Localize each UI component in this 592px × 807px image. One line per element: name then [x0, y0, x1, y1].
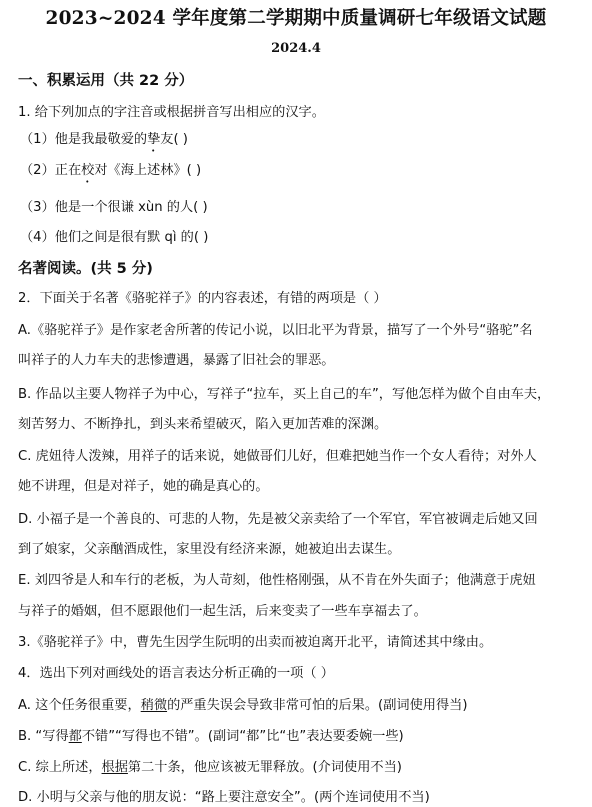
option-b-line-1: B. 作品以主要人物祥子为中心，写祥子“拉车，买上自己的车”，写他怎样为做个自由车夫， [18, 387, 551, 402]
option-a-line-1: A.《骆驼祥子》是作家老舍所著的传记小说，以旧北平为背景，描写了一个外号“骆驼”名 [18, 323, 533, 338]
dotted-character: 挚 [147, 132, 161, 147]
question-3: 3.《骆驼祥子》中，曹先生因学生阮明的出卖而被迫离开北平，请简述其中缘由。 [18, 635, 493, 650]
option-text: 的严重失误会导致非常可怕的后果。(副词使用得当) [167, 698, 468, 713]
option-text: D. 小明与父亲与他的朋友说：“路上要注意安全”。(两个连词使用不当) [18, 790, 430, 805]
dotted-character: 校 [81, 163, 95, 178]
question-4-option-b [18, 728, 404, 746]
question-4-option-c [18, 759, 402, 777]
section-heading-accumulation: 一、积累运用（共 22 分） [18, 73, 194, 89]
option-c-line-2: 她不讲理，但是对祥子，她的确是真心的。 [18, 479, 269, 494]
question-1-item-1 [20, 131, 188, 155]
question-2-stem: 2．下面关于名著《骆驼祥子》的内容表述，有错的两项是（ ） [18, 291, 387, 306]
option-text: A. 这个任务很重要， [18, 698, 141, 713]
option-text: 第二十条，他应该被无罪释放。(介词使用不当) [127, 760, 402, 775]
question-4-stem: 4．选出下列对画线处的语言表达分析正确的一项（ ） [18, 666, 334, 681]
item-text: （2）正在 [20, 163, 82, 178]
answer-blank: 友( ) [160, 132, 188, 147]
option-text: B. “写得 [18, 729, 69, 744]
item-text: （4）他们之间是很有默 qì 的( ) [20, 230, 209, 245]
option-e-line-1: E. 刘四爷是人和车行的老板，为人苛刻，他性格刚强，从不肯在外失面子；他满意于虎妞 [18, 573, 536, 588]
question-4-option-d [18, 789, 430, 807]
option-d-line-1: D. 小福子是一个善良的、可悲的人物，先是被父亲卖给了一个军官，军官被调走后她又回 [18, 512, 538, 527]
item-text: （3）他是一个很谦 xùn 的人( ) [20, 200, 208, 215]
question-1-item-2 [20, 162, 201, 186]
option-text: 不错”“写得也不错”。(副词“都”比“也”表达要委婉一些) [81, 729, 404, 744]
question-1-item-4 [20, 229, 208, 247]
question-4-option-a [18, 697, 467, 715]
answer-blank: 对《海上述林》( ) [94, 163, 202, 178]
question-1-item-3 [20, 199, 208, 217]
option-e-line-2: 与祥子的婚姻，但不愿跟他们一起生活，后来变卖了一些车享福去了。 [18, 604, 427, 619]
underlined-word: 根据 [101, 760, 128, 775]
option-b-line-2: 刻苦努力、不断挣扎，到头来希望破灭，陷入更加苦难的深渊。 [18, 417, 388, 432]
option-d-line-2: 到了娘家，父亲酗酒成性，家里没有经济来源，她被迫出去谋生。 [18, 542, 401, 557]
option-text: C. 综上所述， [18, 760, 102, 775]
section-heading-classics: 名著阅读。(共 5 分) [18, 261, 153, 277]
exam-date: 2024.4 [271, 41, 321, 56]
question-1-stem: 1. 给下列加点的字注音或根据拼音写出相应的汉字。 [18, 105, 325, 120]
exam-title: 2023~2024 学年度第二学期期中质量调研七年级语文试题 [45, 8, 547, 29]
item-text: （1）他是我最敬爱的 [20, 132, 148, 147]
option-c-line-1: C. 虎妞待人泼辣，用祥子的话来说，她做哥们儿好，但难把她当作一个女人看待；对外人 [18, 449, 537, 464]
underlined-word: 都 [68, 729, 82, 744]
underlined-word: 稍微 [140, 698, 168, 713]
option-a-line-2: 叫祥子的人力车夫的悲惨遭遇，暴露了旧社会的罪恶。 [18, 353, 335, 368]
